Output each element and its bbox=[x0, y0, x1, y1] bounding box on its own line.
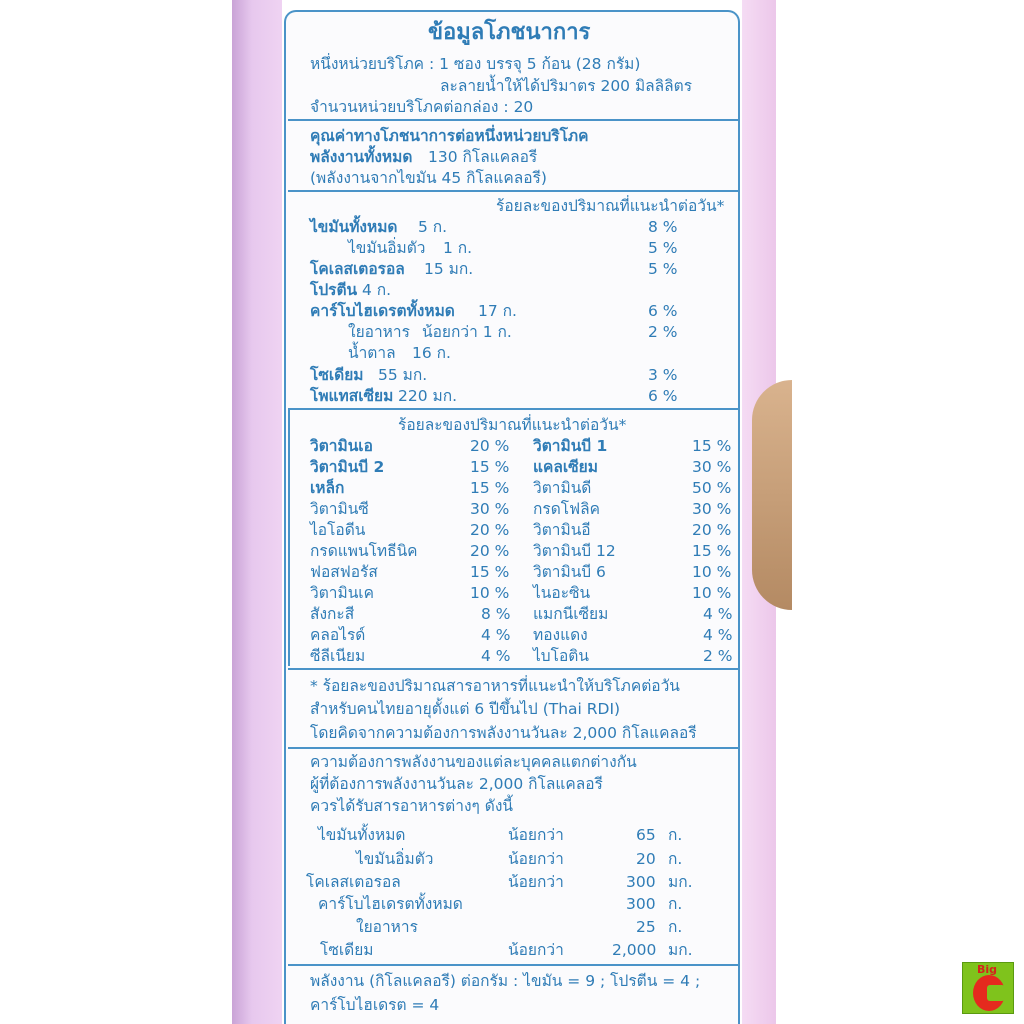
nutrient-pct: 5 % bbox=[648, 239, 678, 257]
footnote-line1: * ร้อยละของปริมาณสารอาหารที่แนะนำให้บริโภคต่อวัน bbox=[310, 677, 680, 695]
vitamin-pct: 15 % bbox=[470, 458, 510, 476]
nutrient-pct: 6 % bbox=[648, 387, 678, 405]
requirement-unit: มก. bbox=[668, 941, 693, 959]
nutrient-label: คาร์โบไฮเดรตทั้งหมด bbox=[310, 302, 455, 320]
nutrient-label: ใยอาหาร bbox=[348, 323, 410, 341]
big-c-logo bbox=[962, 962, 1014, 1014]
vitamin-pct: 15 % bbox=[470, 563, 510, 581]
nutrient-amount: 5 ก. bbox=[418, 218, 448, 236]
serving-size-line2: ละลายน้ำให้ได้ปริมาตร 200 มิลลิลิตร bbox=[440, 77, 693, 95]
nutrition-title: ข้อมูลโภชนาการ bbox=[428, 20, 591, 45]
total-energy-label: พลังงานทั้งหมด bbox=[310, 148, 413, 166]
vitamin-label: ฟอสฟอรัส bbox=[310, 563, 378, 581]
vitamin-pct: 20 % bbox=[470, 542, 510, 560]
big-c-logo-mark bbox=[973, 975, 1005, 1011]
footnote-line3: โดยคิดจากความต้องการพลังงานวันละ 2,000 กิโลแคลอรี bbox=[310, 724, 697, 742]
vitamin-pct: 10 % bbox=[470, 584, 510, 602]
requirement-label: คาร์โบไฮเดรตทั้งหมด bbox=[318, 895, 463, 913]
vitamin-pct: 4 % bbox=[703, 626, 733, 644]
requirement-unit: ก. bbox=[668, 850, 683, 868]
requirements-line1: ความต้องการพลังงานของแต่ละบุคคลแตกต่างกัน bbox=[310, 753, 637, 771]
nutrient-label: โพแทสเซียม bbox=[310, 387, 394, 405]
vitamin-label: วิตามินบี 2 bbox=[310, 458, 385, 476]
nutrient-label: โคเลสเตอรอล bbox=[310, 260, 405, 278]
requirement-unit: ก. bbox=[668, 826, 683, 844]
vitamin-pct: 15 % bbox=[692, 437, 732, 455]
requirement-label: โคเลสเตอรอล bbox=[306, 873, 401, 891]
nutrient-pct: 8 % bbox=[648, 218, 678, 236]
serving-size-line1: หนึ่งหน่วยบริโภค : 1 ซอง บรรจุ 5 ก้อน (28 กรัม) bbox=[310, 55, 641, 73]
vitamin-table-border bbox=[288, 408, 290, 666]
vitamin-label: ไบโอติน bbox=[533, 647, 589, 665]
vitamin-label: กรดโฟลิค bbox=[533, 500, 600, 518]
nutrient-label: โปรตีน bbox=[310, 281, 358, 299]
vitamin-label: ไอโอดีน bbox=[310, 521, 366, 539]
energy-per-gram-line2: คาร์โบไฮเดรต = 4 bbox=[310, 996, 440, 1014]
vitamin-label: วิตามินบี 1 bbox=[533, 437, 608, 455]
vitamin-pct: 4 % bbox=[481, 626, 511, 644]
vitamin-label: วิตามินบี 6 bbox=[533, 563, 606, 581]
vitamin-pct: 10 % bbox=[692, 584, 732, 602]
requirement-unit: ก. bbox=[668, 895, 683, 913]
nutrient-label: ไขมันอิ่มตัว bbox=[348, 239, 426, 257]
vitamin-label: แคลเซียม bbox=[533, 458, 598, 476]
vitamin-pct: 8 % bbox=[481, 605, 511, 623]
divider bbox=[288, 747, 738, 749]
requirement-value: 300 bbox=[626, 873, 656, 891]
vitamin-pct: 15 % bbox=[692, 542, 732, 560]
nutrient-amount: 4 ก. bbox=[362, 281, 392, 299]
nutrient-amount: น้อยกว่า 1 ก. bbox=[422, 323, 512, 341]
servings-per-pack: จำนวนหน่วยบริโภคต่อกล่อง : 20 bbox=[310, 98, 534, 116]
requirements-line3: ควรได้รับสารอาหารต่างๆ ดังนี้ bbox=[310, 797, 513, 815]
total-energy-value: 130 กิโลแคลอรี bbox=[428, 148, 538, 166]
vitamin-pct: 30 % bbox=[692, 500, 732, 518]
requirement-label: โซเดียม bbox=[320, 941, 374, 959]
nutrient-amount: 17 ก. bbox=[478, 302, 517, 320]
vitamin-pct: 10 % bbox=[692, 563, 732, 581]
vitamin-rdi-heading: ร้อยละของปริมาณที่แนะนำต่อวัน* bbox=[398, 416, 627, 434]
per-serving-heading: คุณค่าทางโภชนาการต่อหนึ่งหน่วยบริโภค bbox=[310, 127, 589, 145]
nutrient-pct: 3 % bbox=[648, 366, 678, 384]
vitamin-pct: 15 % bbox=[470, 479, 510, 497]
requirement-value: 65 bbox=[636, 826, 656, 844]
vitamin-label: วิตามินเค bbox=[310, 584, 374, 602]
vitamin-pct: 20 % bbox=[470, 521, 510, 539]
nutrient-amount: 55 มก. bbox=[378, 366, 428, 384]
nutrient-amount: 1 ก. bbox=[443, 239, 473, 257]
vitamin-pct: 30 % bbox=[692, 458, 732, 476]
vitamin-label: สังกะสี bbox=[310, 605, 355, 623]
requirement-label: ไขมันอิ่มตัว bbox=[356, 850, 434, 868]
nutrient-pct: 6 % bbox=[648, 302, 678, 320]
divider bbox=[288, 964, 738, 966]
footnote-line2: สำหรับคนไทยอายุตั้งแต่ 6 ปีขึ้นไป (Thai RDI) bbox=[310, 700, 621, 718]
requirement-qualifier: น้อยกว่า bbox=[508, 850, 564, 868]
package-product-graphic bbox=[752, 380, 792, 610]
requirement-value: 300 bbox=[626, 895, 656, 913]
vitamin-pct: 2 % bbox=[703, 647, 733, 665]
nutrient-amount: 16 ก. bbox=[412, 344, 451, 362]
requirement-value: 20 bbox=[636, 850, 656, 868]
vitamin-label: แมกนีเซียม bbox=[533, 605, 609, 623]
requirement-unit: ก. bbox=[668, 918, 683, 936]
vitamin-pct: 30 % bbox=[470, 500, 510, 518]
requirement-value: 25 bbox=[636, 918, 656, 936]
requirement-qualifier: น้อยกว่า bbox=[508, 873, 564, 891]
divider bbox=[288, 119, 738, 121]
vitamin-label: ซีลีเนียม bbox=[310, 647, 366, 665]
vitamin-pct: 4 % bbox=[703, 605, 733, 623]
vitamin-pct: 4 % bbox=[481, 647, 511, 665]
vitamin-label: กรดแพนโทธีนิค bbox=[310, 542, 418, 560]
requirement-label: ใยอาหาร bbox=[356, 918, 418, 936]
nutrient-label: โซเดียม bbox=[310, 366, 364, 384]
divider bbox=[288, 190, 738, 192]
requirements-line2: ผู้ที่ต้องการพลังงานวันละ 2,000 กิโลแคลอรี bbox=[310, 775, 603, 793]
package-left-panel bbox=[232, 0, 282, 1024]
energy-from-fat: (พลังงานจากไขมัน 45 กิโลแคลอรี) bbox=[310, 169, 547, 187]
requirement-label: ไขมันทั้งหมด bbox=[318, 826, 406, 844]
nutrient-rdi-heading: ร้อยละของปริมาณที่แนะนำต่อวัน* bbox=[496, 197, 725, 215]
vitamin-pct: 50 % bbox=[692, 479, 732, 497]
vitamin-label: วิตามินเอ bbox=[310, 437, 373, 455]
big-c-logo-text: Big bbox=[977, 963, 998, 976]
divider bbox=[288, 408, 738, 410]
requirement-unit: มก. bbox=[668, 873, 693, 891]
nutrient-label: น้ำตาล bbox=[348, 344, 396, 362]
vitamin-label: วิตามินซี bbox=[310, 500, 369, 518]
vitamin-label: ทองแดง bbox=[533, 626, 588, 644]
vitamin-pct: 20 % bbox=[470, 437, 510, 455]
nutrient-pct: 5 % bbox=[648, 260, 678, 278]
nutrient-pct: 2 % bbox=[648, 323, 678, 341]
vitamin-pct: 20 % bbox=[692, 521, 732, 539]
vitamin-label: วิตามินอี bbox=[533, 521, 591, 539]
requirement-value: 2,000 bbox=[612, 941, 657, 959]
vitamin-label: เหล็ก bbox=[310, 479, 345, 497]
divider bbox=[288, 668, 738, 670]
nutrient-label: ไขมันทั้งหมด bbox=[310, 218, 398, 236]
energy-per-gram-line1: พลังงาน (กิโลแคลอรี) ต่อกรัม : ไขมัน = 9 ; โปรตีน = 4 ; bbox=[310, 972, 701, 990]
vitamin-label: คลอไรด์ bbox=[310, 626, 366, 644]
nutrient-amount: 15 มก. bbox=[424, 260, 474, 278]
nutrient-amount: 220 มก. bbox=[398, 387, 458, 405]
vitamin-label: ไนอะซิน bbox=[533, 584, 591, 602]
vitamin-label: วิตามินดี bbox=[533, 479, 592, 497]
requirement-qualifier: น้อยกว่า bbox=[508, 941, 564, 959]
vitamin-label: วิตามินบี 12 bbox=[533, 542, 616, 560]
requirement-qualifier: น้อยกว่า bbox=[508, 826, 564, 844]
